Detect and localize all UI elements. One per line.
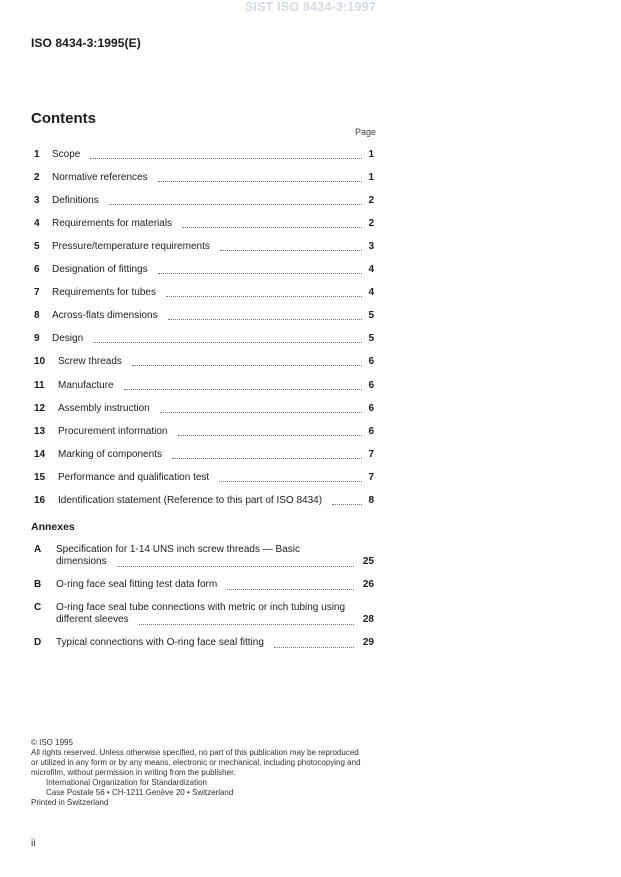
- toc-entry-title: Procurement information: [58, 426, 168, 437]
- annex-letter: A: [34, 544, 42, 555]
- toc-entry: [34, 494, 376, 508]
- toc-entry-page: 6: [368, 380, 374, 391]
- toc-entry-page: 6: [368, 356, 374, 367]
- toc-entry-page: 6: [368, 426, 374, 437]
- toc-leader-dots: [178, 425, 362, 436]
- toc-entry-page: 4: [368, 264, 374, 275]
- toc-entry-number: 6: [34, 264, 40, 275]
- toc-entry-title: Design: [52, 333, 84, 344]
- toc-leader-dots: [93, 332, 362, 343]
- toc-entry-title: Across-flats dimensions: [52, 310, 158, 321]
- contents-title: Contents: [31, 110, 96, 127]
- annex-page: 28: [362, 614, 374, 625]
- toc-entry: [34, 309, 376, 323]
- toc-entry-number: 7: [34, 287, 40, 298]
- toc-entry-title: Pressure/temperature requirements: [52, 241, 210, 252]
- toc-entry: [34, 148, 376, 162]
- toc-entry-title: Screw threads: [58, 356, 122, 367]
- toc-entry-title: Requirements for tubes: [52, 287, 156, 298]
- toc-entry-number: 9: [34, 333, 40, 344]
- toc-leader-dots: [168, 309, 362, 320]
- toc-entry-title: Performance and qualification test: [58, 472, 210, 483]
- toc-entry-page: 2: [368, 218, 374, 229]
- toc-entry-page: 5: [368, 333, 374, 344]
- annex-entry: [34, 544, 376, 568]
- toc-entry-number: 11: [34, 380, 45, 391]
- toc-entry-page: 3: [368, 241, 374, 252]
- copyright-line: © ISO 1995: [31, 738, 73, 747]
- toc-leader-dots: [158, 171, 362, 182]
- toc-entry: [34, 471, 376, 485]
- rights-text-line: or utilized in any form or by any means, electronic or mechanical, including photocopying and: [31, 758, 361, 767]
- toc-entry-title: Identification statement (Reference to this part of ISO 8434): [58, 495, 323, 506]
- rights-text-line: All rights reserved. Unless otherwise specified, no part of this publication may be reproduced: [31, 748, 359, 757]
- toc-entry-page: 1: [368, 149, 374, 160]
- toc-entry-page: 1: [368, 172, 374, 183]
- toc-entry: [34, 240, 376, 254]
- toc-entry-number: 4: [34, 218, 40, 229]
- toc-entry-number: 13: [34, 426, 46, 437]
- annex-leader-dots: [117, 556, 354, 567]
- toc-entry-title: Manufacture: [58, 380, 114, 391]
- annex-title: Typical connections with O-ring face seal fitting: [56, 637, 264, 648]
- annex-title: O-ring face seal tube connections with metric or inch tubing using: [56, 602, 346, 613]
- page-number: ii: [31, 838, 36, 849]
- annex-leader-dots: [139, 614, 354, 625]
- toc-entry: [34, 194, 376, 208]
- toc-entry-number: 3: [34, 195, 40, 206]
- toc-entry-title: Normative references: [52, 172, 148, 183]
- toc-entry-title: Requirements for materials: [52, 218, 173, 229]
- annex-title-continued: different sleeves: [56, 614, 129, 625]
- toc-entry-page: 7: [368, 449, 374, 460]
- toc-leader-dots: [219, 471, 362, 482]
- annex-page: 26: [362, 579, 374, 590]
- toc-leader-dots: [132, 355, 362, 366]
- toc-entry: [34, 448, 376, 462]
- toc-entry-number: 15: [34, 472, 46, 483]
- annex-title-continued: dimensions: [56, 556, 107, 567]
- toc-entry-number: 2: [34, 172, 40, 183]
- toc-leader-dots: [109, 194, 362, 205]
- toc-entry: [34, 355, 376, 369]
- toc-entry-number: 12: [34, 403, 46, 414]
- toc-entry-title: Scope: [52, 149, 81, 160]
- toc-leader-dots: [90, 148, 362, 159]
- toc-entry-number: 8: [34, 310, 40, 321]
- toc-entry-number: 5: [34, 241, 40, 252]
- toc-entry-number: 16: [34, 495, 46, 506]
- toc-entry-page: 5: [368, 310, 374, 321]
- toc-entry-number: 1: [34, 149, 40, 160]
- annex-page: 25: [362, 556, 374, 567]
- annex-entry: [34, 637, 376, 649]
- toc-leader-dots: [220, 240, 362, 251]
- toc-entry-title: Marking of components: [58, 449, 162, 460]
- annex-title: O-ring face seal fitting test data form: [56, 579, 218, 590]
- annex-letter: C: [34, 602, 42, 613]
- annex-title: Specification for 1-14 UNS inch screw threads — Basic: [56, 544, 300, 555]
- toc-leader-dots: [332, 494, 362, 505]
- toc-entry-page: 7: [368, 472, 374, 483]
- toc-entry: [34, 402, 376, 416]
- toc-entry-title: Designation of fittings: [52, 264, 148, 275]
- copyright-footer: [31, 738, 381, 808]
- toc-entry: [34, 286, 376, 300]
- toc-leader-dots: [166, 286, 362, 297]
- organization-address: Case Postale 56 • CH-1211 Genève 20 • Switzerland: [46, 788, 234, 797]
- toc-entry: [34, 171, 376, 185]
- annexes-heading: Annexes: [31, 521, 75, 533]
- document-reference: ISO 8434-3:1995(E): [31, 36, 141, 50]
- toc-entry-page: 2: [368, 195, 374, 206]
- annex-letter: B: [34, 579, 42, 590]
- toc-entry-page: 4: [368, 287, 374, 298]
- toc-entry-page: 6: [368, 403, 374, 414]
- annex-page: 29: [362, 637, 374, 648]
- toc-entry-number: 10: [34, 356, 46, 367]
- toc-leader-dots: [172, 448, 362, 459]
- watermark: SIST ISO 8434-3:1997: [244, 0, 377, 14]
- toc-entry-title: Definitions: [52, 195, 99, 206]
- toc-entry: [34, 425, 376, 439]
- annex-leader-dots: [227, 579, 354, 590]
- toc-entry: [34, 379, 376, 393]
- annex-leader-dots: [274, 637, 354, 648]
- toc-leader-dots: [160, 402, 362, 413]
- organization-name: International Organization for Standardization: [46, 778, 207, 787]
- annex-letter: D: [34, 637, 42, 648]
- page-column-heading: Page: [355, 127, 377, 137]
- toc-entry-page: 8: [368, 495, 374, 506]
- printed-location: Printed in Switzerland: [31, 798, 109, 807]
- toc-entry-title: Assembly instruction: [58, 403, 150, 414]
- toc-leader-dots: [124, 379, 362, 390]
- rights-text-line: microfilm, without permission in writing from the publisher.: [31, 768, 236, 777]
- toc-leader-dots: [182, 217, 362, 228]
- toc-entry: [34, 332, 376, 346]
- annex-entry: [34, 602, 376, 626]
- annex-entry: [34, 579, 376, 591]
- toc-entry: [34, 263, 376, 277]
- toc-entry-number: 14: [34, 449, 46, 460]
- toc-entry: [34, 217, 376, 231]
- toc-leader-dots: [158, 263, 362, 274]
